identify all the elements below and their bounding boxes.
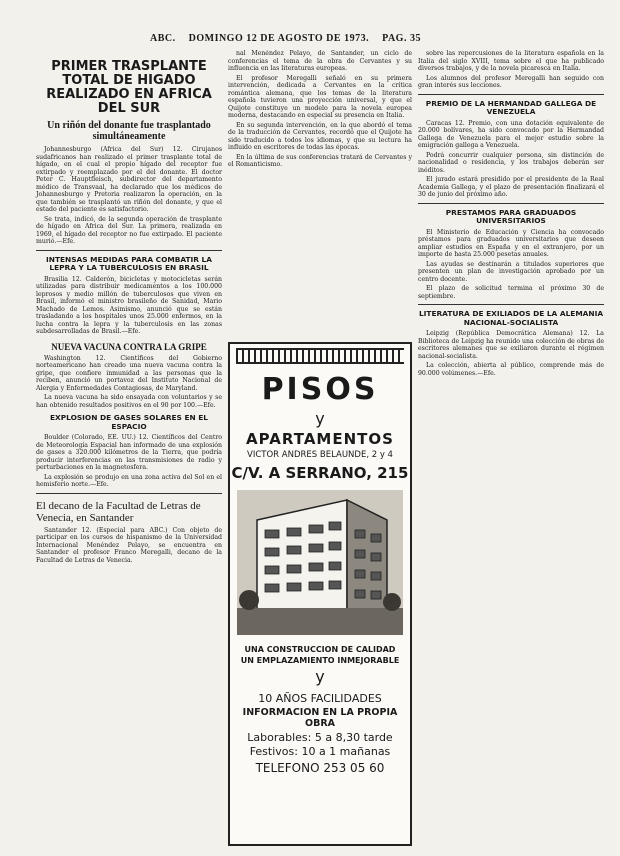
header-source: ABC. — [150, 33, 176, 44]
article-paragraph: El plazo de solicitud termina el próximo 30 de septiembre. — [418, 285, 604, 300]
article-paragraph: El profesor Meregalli señaló en su primera intervención, dedicada a Cervantes en la crítica romántica alemana, que los temas de la literatura española tuvieron una proyección universal, y que el Quijote constituye un modelo para la novela europea moderna, destacando en especial su presencia en Italia. — [228, 74, 412, 119]
column-left — [36, 50, 222, 566]
article-paragraph: Se trata, indicó, de la segunda operación de trasplante de hígado en Africa del Sur. La primera, realizada en 1969, el hígado del receptor no fue extirpado. El paciente murió.—Efe. — [36, 215, 222, 245]
section-headline: EXPLOSION DE GASES SOLARES EN EL ESPACIO — [49, 413, 209, 431]
article-paragraph: Santander 12. (Especial para ABC.) Con objeto de participar en los cursos de hispanismo de la Universidad Internacional Menéndez Pelayo, se encuentra en Santander el profesor Franco Meregalli, decano de la Facultad de Letras de Venecia. — [36, 526, 222, 564]
section-headline: El decano de la Facultad de Letras de Venecia, en Santander — [36, 499, 201, 524]
ad-tagline: UN EMPLAZAMIENTO INMEJORABLE — [240, 656, 400, 665]
article-paragraph: La nueva vacuna ha sido ensayada con voluntarios y se han obtenido resultados positivos en el 90 por 100.—Efe. — [36, 394, 222, 409]
article-paragraph: Podrá concurrir cualquier persona, sin distinción de nacionalidad o residencia, y los trabajos deberán ser inéditos. — [418, 151, 604, 174]
ad-corner: C/V. A SERRANO, 215 — [231, 464, 409, 482]
article-paragraph: Las ayudas se destinarán a titulados superiores que presenten un plan de investigación aprobado por un centro docente. — [418, 260, 604, 283]
article-paragraph: El jurado estará presidido por el presidente de la Real Academia Gallega, y el plazo de presentación finalizará el 30 de junio del próximo año. — [418, 176, 604, 198]
section-headline: LITERATURA DE EXILIADOS DE LA ALEMANIA NACIONAL-SOCIALISTA — [418, 309, 604, 327]
article-paragraph: Leipzig (República Democrática Alemana) 12. La Biblioteca de Leipzig ha reunido una colección de obras de escritores alemanes que se exiliaron durante el régimen nacional-socialista. — [418, 330, 604, 360]
advertisement-box — [228, 342, 412, 846]
column-right — [418, 50, 604, 379]
ad-hours-weekday: Laborables: 5 a 8,30 tarde — [247, 731, 393, 744]
section-headline: PRESTAMOS PARA GRADUADOS UNIVERSITARIOS — [445, 207, 577, 225]
article-paragraph: La colección, abierta al público, comprende más de 90.000 volúmenes.—Efe. — [418, 362, 604, 377]
article-paragraph: sobre las repercusiones de la literatura española en la Italia del siglo XVIII, tema sobre el que ha publicado diversos trabajos, y de la novela picaresca en Italia. — [418, 50, 604, 72]
divider — [418, 203, 604, 204]
divider — [36, 250, 222, 251]
divider — [36, 493, 222, 494]
article-paragraph: Johannesburgo (Africa del Sur) 12. Cirujanos sudafricanos han realizado el primer trasplante total de hígado, en el cual el propio hígado del receptor fue extirpado y reemplazado por el del donante. El doctor Peter C. Hauptfleisch, subdirector del departamento médico de Transvaal, ha declarado que los médicos de Johannesburgo y Pretoria realizaron la operación, en la que también se trasplantó un riñón del donante, y que el estado del paciente es satisfactorio. — [36, 146, 222, 213]
article-paragraph: Brasilia 12. Calderón, bicicletas y motocicletas serán utilizadas para distribuir medicamentos a los 100.000 leprosos y medio millón de tuberculosos que viven en Brasil, informó el ministro brasileño de Sanidad, Mario Machado de Lemos. Asimismo, anunció que se están trasladando a los hospitales unos 25.000 enfermos, en la lucha contra la lepra y la tuberculosis en las zonas subdesarrolladas de Brasil.—Efe. — [36, 275, 222, 335]
page-header — [150, 33, 590, 44]
ad-tagline: UNA CONSTRUCCION DE CALIDAD — [244, 645, 396, 654]
section-headline: NUEVA VACUNA CONTRA LA GRIPE — [51, 341, 207, 352]
ad-facilities: 10 AÑOS FACILIDADES — [258, 692, 382, 705]
main-headline: PRIMER TRASPLANTE TOTAL DE HIGADO REALIZADO EN AFRICA DEL SUR — [46, 59, 212, 116]
column-middle — [228, 50, 412, 340]
ad-title: PISOS — [261, 372, 379, 407]
section-headline: PREMIO DE LA HERMANDAD GALLEGA DE VENEZUELA — [425, 98, 597, 116]
article-paragraph: En la última de sus conferencias tratará de Cervantes y el Romanticismo. — [228, 153, 412, 168]
section-headline: INTENSAS MEDIDAS PARA COMBATIR LA LEPRA Y LA TUBERCULOSIS EN BRASIL — [46, 254, 212, 272]
main-subhead: Un riñón del donante fue trasplantado simultáneamente — [47, 120, 211, 142]
ad-subtitle: APARTAMENTOS — [246, 430, 394, 448]
article-paragraph: Caracas 12. Premio, con una dotación equivalente de 20.000 bolívares, ha sido convocado por la Hermandad Gallega de Venezuela para el mejor estudio sobre la emigración gallega a Venezuela. — [418, 119, 604, 149]
building-illustration — [237, 490, 403, 635]
divider — [418, 94, 604, 95]
article-paragraph: nal Menéndez Pelayo, de Santander, un ciclo de conferencias el tema de la obra de Cervantes y su influencia en las literaturas europeas. — [228, 50, 412, 72]
article-paragraph: En su segunda intervención, en la que abordó el tema de la traducción de Cervantes, recordó que el Quijote ha sido traducido a todos los idiomas, y que su lectura ha influido en escritores de todas las épocas. — [228, 121, 412, 151]
article-paragraph: El Ministerio de Educación y Ciencia ha convocado préstamos para graduados universitarios que deseen ampliar estudios en España y en el extranjero, por un importe de hasta 25.000 pesetas anuales. — [418, 228, 604, 258]
header-date: DOMINGO 12 DE AGOSTO DE 1973. — [188, 33, 370, 44]
divider — [418, 304, 604, 305]
ad-connector: y — [315, 409, 325, 428]
article-paragraph: Los alumnos del profesor Meregalli han seguido con gran interés sus lecciones. — [418, 74, 604, 89]
article-paragraph: La explosión se produjo en una zona activa del Sol en el hemisferio norte.—Efe. — [36, 473, 222, 488]
greek-key-border — [236, 348, 404, 364]
ad-hours-holiday: Festivos: 10 a 1 mañanas — [249, 745, 391, 758]
header-page: PAG. 35 — [382, 33, 421, 44]
ad-phone: TELEFONO 253 05 60 — [255, 761, 385, 775]
ad-street: VICTOR ANDRES BELAUNDE, 2 y 4 — [247, 450, 393, 460]
ad-connector: y — [315, 667, 325, 686]
article-paragraph: Washington 12. Científicos del Gobierno norteamericano han creado una nueva vacuna contra la gripe, que confiere inmunidad a las personas que la reciben, anunció un portavoz del Instituto Nacional de Alergia y Enfermedades Contagiosas, de Maryland. — [36, 354, 222, 392]
article-paragraph: Boulder (Colorado, EE. UU.) 12. Científicos del Centro de Meteorología Espacial han informado de una explosión de gases a 320.000 kilómetros de la Tierra, que podría producir interferencias en las transmisiones de radio y perturbaciones en la magnetosfera. — [36, 434, 222, 471]
ad-info: INFORMACION EN LA PROPIA OBRA — [242, 707, 398, 729]
